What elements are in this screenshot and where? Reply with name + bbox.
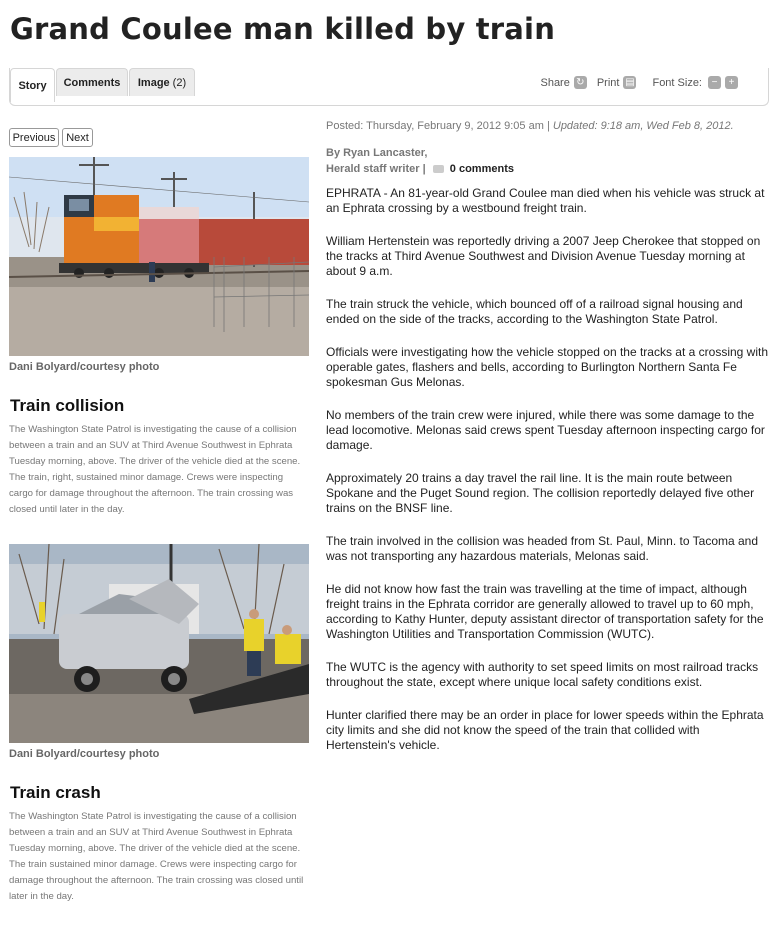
article-paragraph: William Hertenstein was reportedly driving a 2007 Jeep Cherokee that stopped on the tracks at Third Avenue Southwest and Division Avenue Tuesday morning at about 9 a.m. <box>326 234 761 278</box>
print-icon: ▤ <box>625 76 635 88</box>
post-meta <box>326 120 734 132</box>
font-decrease-icon[interactable]: − <box>708 76 721 89</box>
article-body <box>326 186 770 771</box>
article-paragraph: Approximately 20 trains a day travel the rail line. It is the main route between Spokane and the Puget Sound region. The collision reportedly delayed five other trains on the BNSF line. <box>326 471 755 515</box>
tab-image-count: (2) <box>172 76 187 89</box>
byline-separator: | <box>422 163 426 175</box>
crash-photo-art <box>9 544 309 743</box>
photo-caption: The Washington State Patrol is investigating the cause of a collision between a train and an SUV at Third Avenue Southwest in Ephrata Tuesday morning, above. The driver of the vehicle died at the scene. The train sustained minor damage. Crews were inspecting cargo for damage throughout the afternoon. The train crossing was closed until later in the day. <box>9 811 304 902</box>
crash-photo[interactable] <box>9 544 309 743</box>
photo-caption: The Washington State Patrol is investigating the cause of a collision between a train and an SUV at Third Avenue Southwest in Ephrata Tuesday morning, above. The driver of the vehicle died at the scene. The train, right, sustained minor damage. Crews were inspecting cargo for damage throughout the afternoon. The train crossing was closed until later in the day. <box>9 424 301 515</box>
share-label: Share <box>540 76 570 89</box>
page-title: Grand Coulee man killed by train <box>10 12 556 46</box>
photo-title: Train collision <box>10 396 125 415</box>
author-role: Herald staff writer <box>326 163 420 175</box>
print-button[interactable] <box>597 76 637 89</box>
train-photo-art <box>9 157 309 356</box>
photo-title: Train crash <box>10 783 101 802</box>
article-paragraph: EPHRATA - An 81-year-old Grand Coulee man died when his vehicle was struck at an Ephrata crossing by a westbound freight train. <box>326 186 765 215</box>
updated-date: Updated: 9:18 am, Wed Feb 8, 2012. <box>552 120 734 132</box>
article-paragraph: The WUTC is the agency with authority to set speed limits on most railroad tracks throughout the state, except where unique local safety conditions exist. <box>326 660 759 689</box>
share-button[interactable] <box>540 76 586 89</box>
article-paragraph: No members of the train crew were injured, while there was some damage to the lead locomotive. Melonas said crews spent Tuesday afternoon inspecting cargo for damage. <box>326 408 765 452</box>
article-paragraph: The train involved in the collision was headed from St. Paul, Minn. to Tacoma and was not transporting any hazardous materials, Melonas said. <box>326 534 759 563</box>
tab-image-label: Image <box>137 76 170 89</box>
posted-date: Posted: Thursday, February 9, 2012 9:05 am <box>326 120 544 132</box>
font-size-label: Font Size: <box>652 76 702 89</box>
photo-credit: Dani Bolyard/courtesy photo <box>9 748 160 760</box>
byline <box>326 145 514 177</box>
article-paragraph: Officials were investigating how the vehicle stopped on the tracks at a crossing with operable gates, flashers and bells, according to Burlington Northern Santa Fe spokesman Gus Melonas. <box>326 345 769 389</box>
article-tools <box>540 76 738 89</box>
author-name[interactable]: By Ryan Lancaster, <box>326 147 428 159</box>
article-paragraph: He did not know how fast the train was travelling at the time of impact, although freight trains in the Ephrata corridor are generally allowed to travel up to 60 mph, according to Kathy Hunter, deputy assistant director of transportation safety for the Washington Utilities and Transportation Commission (WUTC). <box>326 582 764 641</box>
tab-comments[interactable]: Comments <box>56 68 128 96</box>
comment-icon <box>433 165 444 173</box>
next-button[interactable]: Next <box>62 128 93 147</box>
tab-story[interactable]: Story <box>10 68 55 102</box>
print-label: Print <box>596 76 620 89</box>
share-icon: ↻ <box>574 76 587 89</box>
article-tab-bar <box>9 68 769 106</box>
train-photo[interactable] <box>9 157 309 356</box>
comments-link[interactable]: 0 comments <box>449 163 514 175</box>
article-paragraph: The train struck the vehicle, which bounced off of a railroad signal housing and ended on the side of the tracks, according to the Washington State Patrol. <box>326 297 743 326</box>
article-paragraph: Hunter clarified there may be an order in place for lower speeds within the Ephrata city limits and she did not know the speed of the train that collided with Hertenstein's vehicle. <box>326 708 764 752</box>
meta-separator: | <box>546 120 550 132</box>
previous-button[interactable]: Previous <box>9 128 59 147</box>
tab-image[interactable] <box>129 68 195 96</box>
photo-credit: Dani Bolyard/courtesy photo <box>9 361 160 373</box>
font-increase-icon[interactable]: + <box>725 76 738 89</box>
